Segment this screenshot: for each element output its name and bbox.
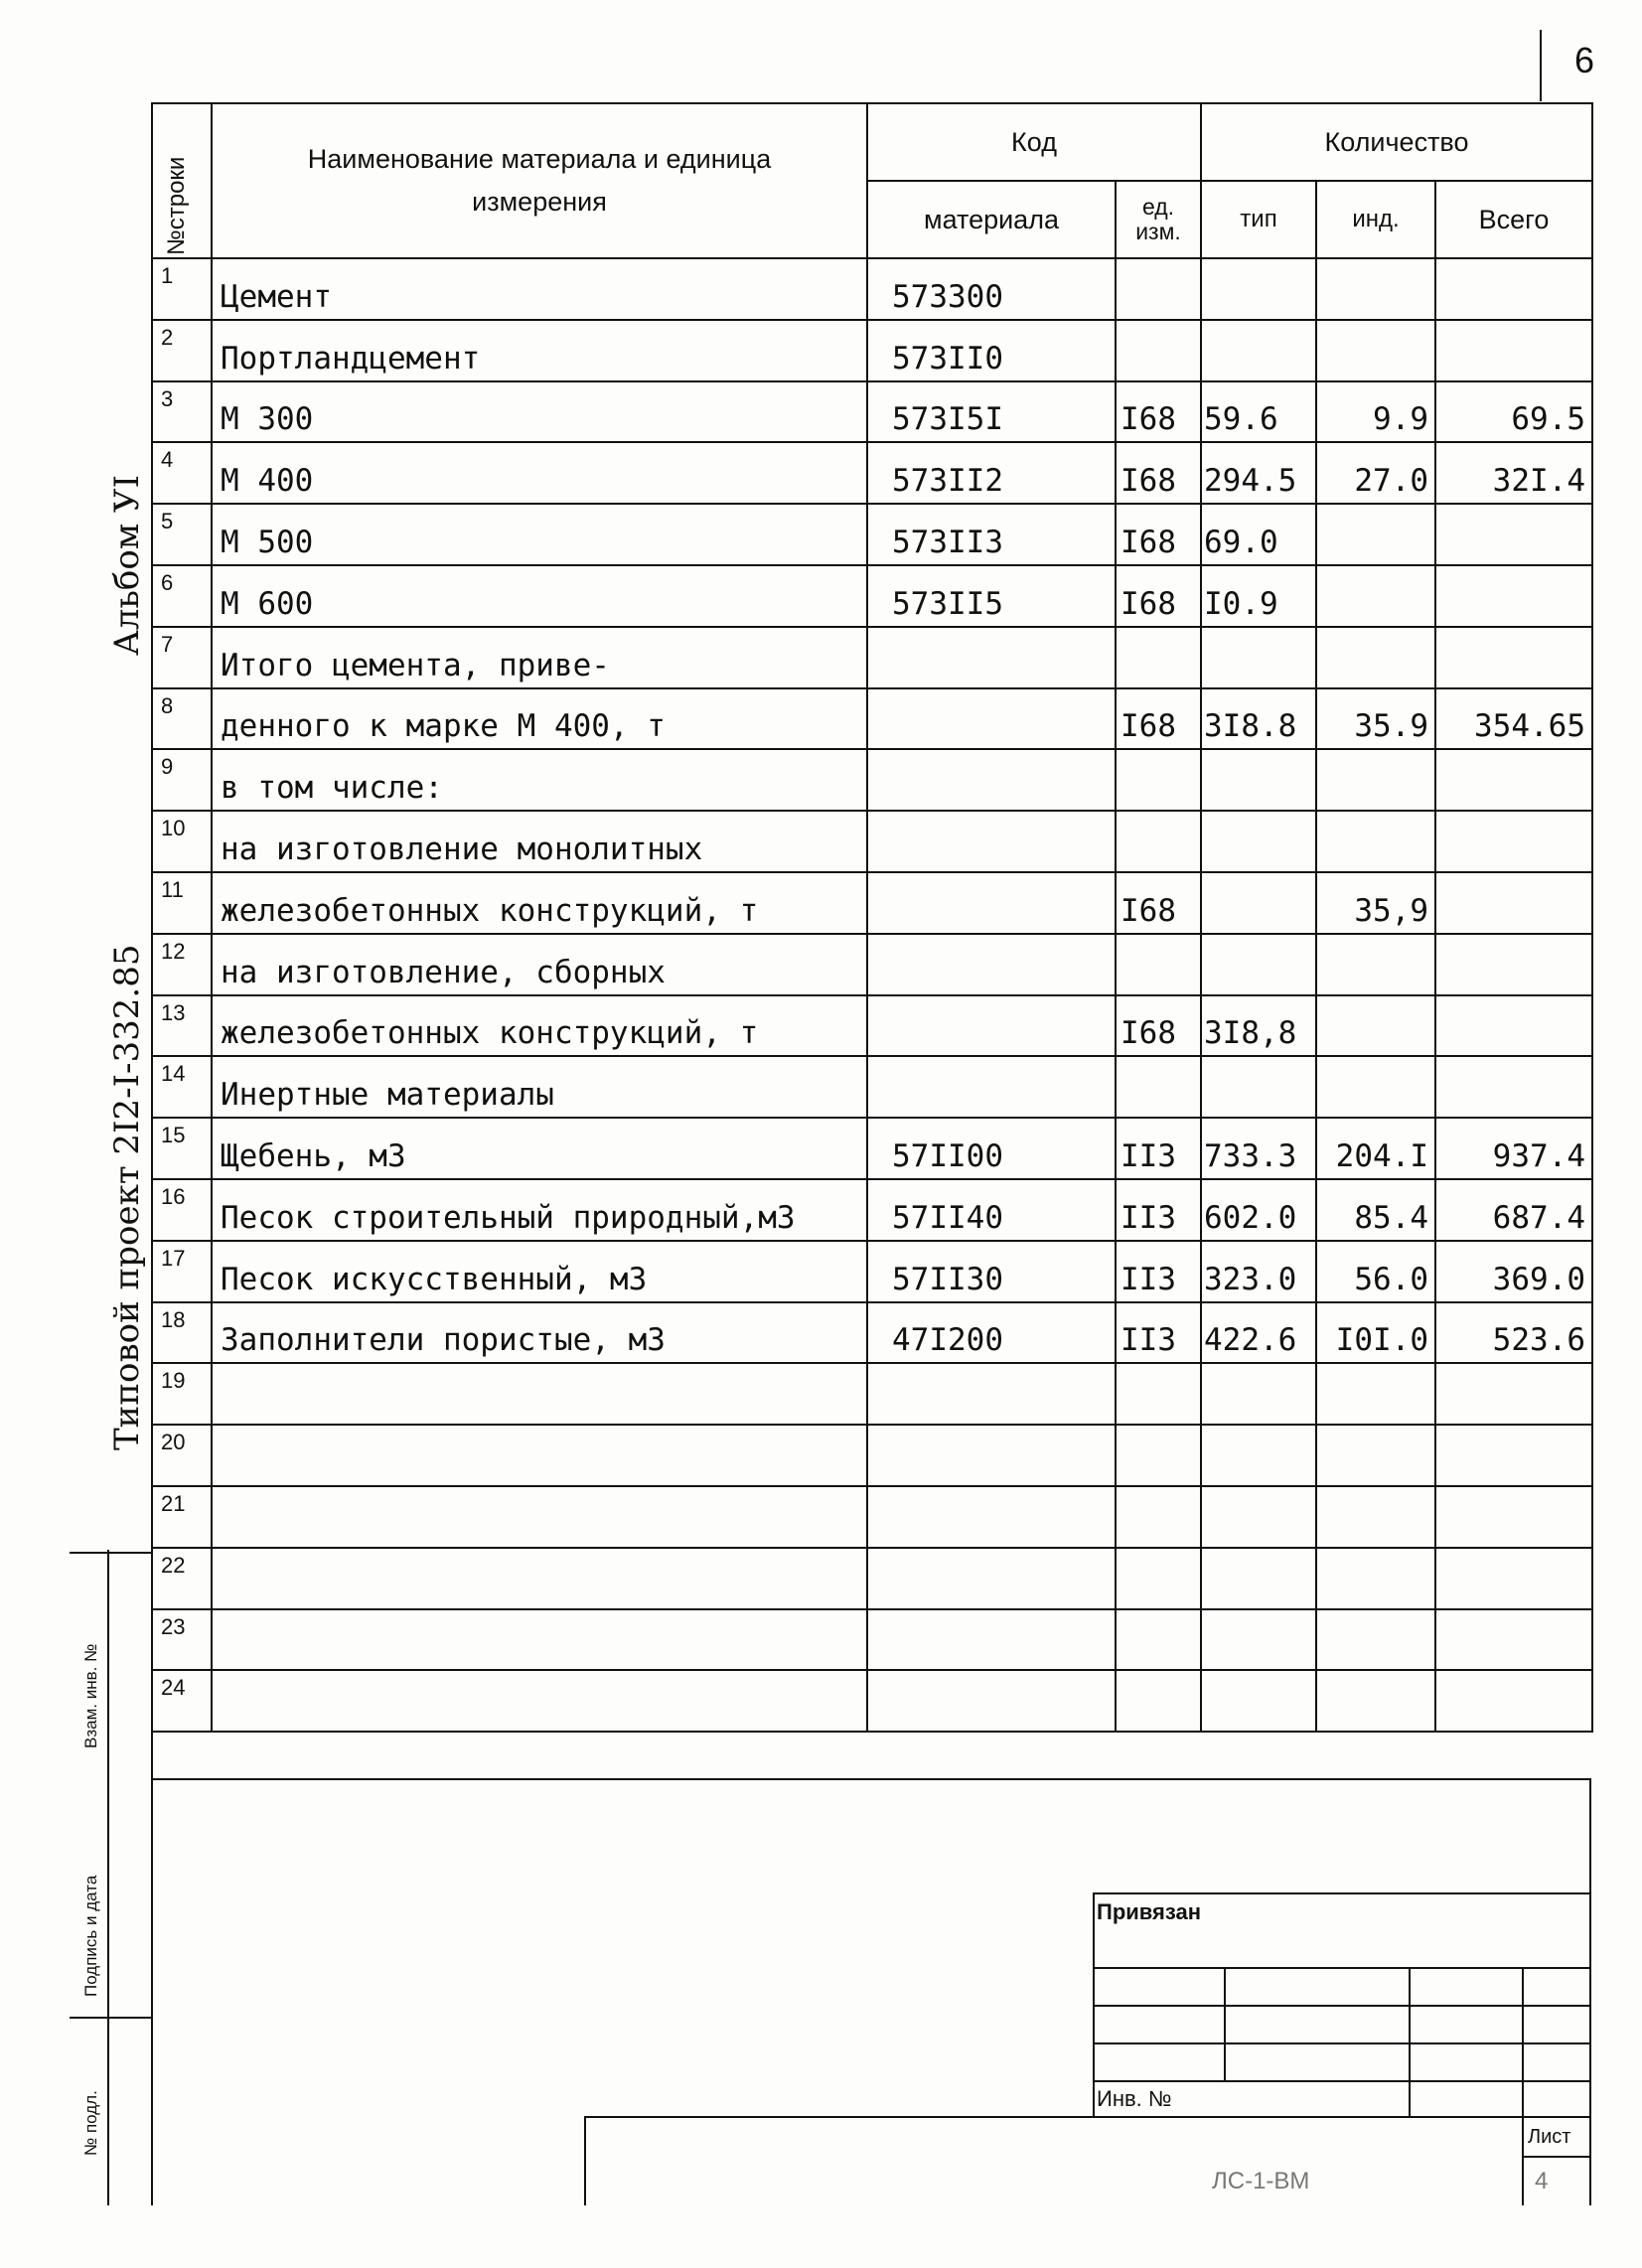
- table-row: [152, 1609, 1592, 1671]
- table-row: [152, 1425, 1592, 1486]
- row-number-cell: 23: [152, 1609, 212, 1671]
- material-code-cell: 57II40: [867, 1179, 1116, 1241]
- table-row: [152, 381, 1592, 443]
- unit-header: ед. изм.: [1116, 181, 1201, 258]
- material-name-cell: Цемент: [212, 258, 867, 320]
- qty-ind-cell: [1316, 320, 1435, 381]
- qty-ind-cell: [1316, 1548, 1435, 1609]
- qty-total-cell: [1435, 872, 1592, 934]
- stamp-vertical-1: Взам. инв. №: [81, 1643, 100, 1748]
- unit-code-cell: I68: [1116, 995, 1201, 1057]
- qty-tip-cell: [1201, 1425, 1316, 1486]
- unit-code-cell: [1116, 1363, 1201, 1425]
- qty-tip-cell: 323.0: [1201, 1241, 1316, 1302]
- qty-total-cell: [1435, 811, 1592, 872]
- qty-total-cell: 687.4: [1435, 1179, 1592, 1241]
- quantity-header: Количество: [1201, 103, 1592, 181]
- table-row: [152, 1363, 1592, 1425]
- unit-code-cell: I68: [1116, 565, 1201, 627]
- unit-code-cell: II3: [1116, 1241, 1201, 1302]
- qty-tip-cell: I0.9: [1201, 565, 1316, 627]
- project-label: Типовой проект 2I2-I-332.85: [107, 944, 147, 1450]
- row-number-cell: 8: [152, 688, 212, 750]
- qty-tip-cell: [1201, 627, 1316, 688]
- table-row: [152, 1118, 1592, 1179]
- qty-total-cell: [1435, 1548, 1592, 1609]
- stamp-vertical-2: Подпись и дата: [81, 1875, 100, 1997]
- qty-ind-cell: [1316, 1425, 1435, 1486]
- row-number-cell: 2: [152, 320, 212, 381]
- material-name-cell: на изготовление, сборных: [212, 934, 867, 995]
- qty-total-cell: [1435, 995, 1592, 1057]
- row-number-cell: 1: [152, 258, 212, 320]
- qty-total-cell: [1435, 749, 1592, 811]
- sheet-number: 4: [1535, 2168, 1549, 2194]
- qty-total-cell: 354.65: [1435, 688, 1592, 750]
- materials-table: [151, 102, 1593, 1733]
- row-number-cell: 3: [152, 381, 212, 443]
- qty-ind-cell: I0I.0: [1316, 1302, 1435, 1364]
- row-number-cell: 16: [152, 1179, 212, 1241]
- material-name-cell: Песок искусственный, м3: [212, 1241, 867, 1302]
- material-name-cell: [212, 1670, 867, 1732]
- row-number-cell: 10: [152, 811, 212, 872]
- qty-tip-cell: [1201, 934, 1316, 995]
- table-row: [152, 1302, 1592, 1364]
- unit-code-cell: [1116, 1609, 1201, 1671]
- qty-total-cell: [1435, 1363, 1592, 1425]
- unit-code-cell: [1116, 934, 1201, 995]
- material-name-cell: Инертные материалы: [212, 1056, 867, 1118]
- material-name-cell: Песок строительный природный,м3: [212, 1179, 867, 1241]
- qty-tip-cell: [1201, 1609, 1316, 1671]
- material-code-cell: [867, 811, 1116, 872]
- qty-total-cell: [1435, 320, 1592, 381]
- material-code-cell: 573II2: [867, 442, 1116, 504]
- material-name-cell: М 500: [212, 504, 867, 565]
- qty-tip-cell: [1201, 1548, 1316, 1609]
- table-row: [152, 1056, 1592, 1118]
- row-number-header: №строки: [152, 103, 212, 258]
- ind-header: инд.: [1316, 181, 1435, 258]
- row-number-cell: 6: [152, 565, 212, 627]
- qty-total-cell: 523.6: [1435, 1302, 1592, 1364]
- qty-ind-cell: [1316, 1670, 1435, 1732]
- material-name-cell: [212, 1548, 867, 1609]
- table-row: [152, 1486, 1592, 1548]
- unit-code-cell: II3: [1116, 1179, 1201, 1241]
- qty-ind-cell: [1316, 934, 1435, 995]
- material-code-cell: [867, 995, 1116, 1057]
- material-name-cell: М 300: [212, 381, 867, 443]
- qty-ind-cell: [1316, 1486, 1435, 1548]
- unit-code-cell: I68: [1116, 688, 1201, 750]
- material-name-cell: М 400: [212, 442, 867, 504]
- qty-total-cell: [1435, 1425, 1592, 1486]
- material-code-cell: 57II00: [867, 1118, 1116, 1179]
- row-number-cell: 7: [152, 627, 212, 688]
- qty-ind-cell: [1316, 995, 1435, 1057]
- unit-code-cell: [1116, 258, 1201, 320]
- material-code-cell: 573I5I: [867, 381, 1116, 443]
- code-header: Код: [867, 103, 1201, 181]
- qty-total-cell: 32I.4: [1435, 442, 1592, 504]
- table-row: [152, 627, 1592, 688]
- material-name-cell: [212, 1486, 867, 1548]
- qty-tip-cell: [1201, 749, 1316, 811]
- linked-label: Привязан: [1097, 1899, 1202, 1924]
- table-row: [152, 258, 1592, 320]
- row-number-cell: 13: [152, 995, 212, 1057]
- qty-total-cell: [1435, 1609, 1592, 1671]
- qty-ind-cell: 35.9: [1316, 688, 1435, 750]
- qty-tip-cell: [1201, 811, 1316, 872]
- material-name-cell: Заполнители пористые, м3: [212, 1302, 867, 1364]
- table-row: [152, 995, 1592, 1057]
- material-code-cell: 47I200: [867, 1302, 1116, 1364]
- qty-tip-cell: [1201, 1670, 1316, 1732]
- material-name-cell: Портландцемент: [212, 320, 867, 381]
- unit-code-cell: II3: [1116, 1118, 1201, 1179]
- table-row: [152, 504, 1592, 565]
- unit-code-cell: [1116, 1548, 1201, 1609]
- unit-code-cell: I68: [1116, 504, 1201, 565]
- material-name-cell: Итого цемента, приве-: [212, 627, 867, 688]
- material-code-cell: [867, 934, 1116, 995]
- qty-ind-cell: [1316, 1363, 1435, 1425]
- qty-total-cell: [1435, 565, 1592, 627]
- material-name-cell: на изготовление монолитных: [212, 811, 867, 872]
- qty-tip-cell: 3I8.8: [1201, 688, 1316, 750]
- material-code-cell: [867, 749, 1116, 811]
- row-number-cell: 11: [152, 872, 212, 934]
- tip-header: тип: [1201, 181, 1316, 258]
- qty-ind-cell: 9.9: [1316, 381, 1435, 443]
- row-number-cell: 9: [152, 749, 212, 811]
- material-code-cell: 573II0: [867, 320, 1116, 381]
- row-number-cell: 12: [152, 934, 212, 995]
- qty-total-cell: [1435, 1056, 1592, 1118]
- qty-total-cell: [1435, 258, 1592, 320]
- table-row: [152, 442, 1592, 504]
- table-row: [152, 1670, 1592, 1732]
- table-row: [152, 1241, 1592, 1302]
- qty-tip-cell: 294.5: [1201, 442, 1316, 504]
- row-number-cell: 5: [152, 504, 212, 565]
- table-row: [152, 320, 1592, 381]
- unit-code-cell: I68: [1116, 381, 1201, 443]
- row-number-cell: 21: [152, 1486, 212, 1548]
- unit-code-cell: II3: [1116, 1302, 1201, 1364]
- material-code-cell: 573300: [867, 258, 1116, 320]
- material-code-cell: [867, 627, 1116, 688]
- row-number-cell: 4: [152, 442, 212, 504]
- material-code-cell: [867, 1548, 1116, 1609]
- qty-ind-cell: [1316, 504, 1435, 565]
- row-number-cell: 14: [152, 1056, 212, 1118]
- material-name-cell: [212, 1363, 867, 1425]
- material-name-cell: М 600: [212, 565, 867, 627]
- qty-ind-cell: [1316, 258, 1435, 320]
- qty-ind-cell: 27.0: [1316, 442, 1435, 504]
- unit-code-cell: [1116, 749, 1201, 811]
- row-number-cell: 18: [152, 1302, 212, 1364]
- qty-tip-cell: [1201, 1056, 1316, 1118]
- unit-code-cell: I68: [1116, 442, 1201, 504]
- qty-tip-cell: 422.6: [1201, 1302, 1316, 1364]
- unit-code-cell: [1116, 1486, 1201, 1548]
- row-number-cell: 22: [152, 1548, 212, 1609]
- row-number-cell: 17: [152, 1241, 212, 1302]
- qty-tip-cell: 3I8,8: [1201, 995, 1316, 1057]
- stamp-vertical-3: № подл.: [81, 2090, 100, 2156]
- material-code-cell: 57II30: [867, 1241, 1116, 1302]
- total-header: Всего: [1435, 181, 1592, 258]
- qty-total-cell: [1435, 504, 1592, 565]
- qty-ind-cell: [1316, 565, 1435, 627]
- document-code: ЛС-1-ВМ: [1212, 2168, 1310, 2194]
- material-name-cell: денного к марке М 400, т: [212, 688, 867, 750]
- table-row: [152, 934, 1592, 995]
- qty-ind-cell: [1316, 1609, 1435, 1671]
- qty-ind-cell: [1316, 811, 1435, 872]
- qty-ind-cell: 56.0: [1316, 1241, 1435, 1302]
- qty-tip-cell: 602.0: [1201, 1179, 1316, 1241]
- qty-tip-cell: [1201, 258, 1316, 320]
- qty-total-cell: 937.4: [1435, 1118, 1592, 1179]
- qty-tip-cell: [1201, 1486, 1316, 1548]
- table-row: [152, 872, 1592, 934]
- material-code-cell: [867, 1425, 1116, 1486]
- material-code-cell: [867, 1363, 1116, 1425]
- unit-code-cell: [1116, 320, 1201, 381]
- table-row: [152, 688, 1592, 750]
- material-code-cell: [867, 872, 1116, 934]
- qty-tip-cell: 733.3: [1201, 1118, 1316, 1179]
- qty-total-cell: [1435, 1670, 1592, 1732]
- row-number-cell: 20: [152, 1425, 212, 1486]
- qty-tip-cell: 69.0: [1201, 504, 1316, 565]
- table-row: [152, 811, 1592, 872]
- material-code-cell: [867, 1670, 1116, 1732]
- material-name-cell: железобетонных конструкций, т: [212, 995, 867, 1057]
- table-row: [152, 565, 1592, 627]
- qty-ind-cell: [1316, 749, 1435, 811]
- qty-total-cell: 69.5: [1435, 381, 1592, 443]
- material-name-cell: Щебень, м3: [212, 1118, 867, 1179]
- material-code-cell: [867, 688, 1116, 750]
- qty-total-cell: [1435, 627, 1592, 688]
- qty-total-cell: 369.0: [1435, 1241, 1592, 1302]
- material-name-cell: в том числе:: [212, 749, 867, 811]
- qty-ind-cell: 85.4: [1316, 1179, 1435, 1241]
- qty-tip-cell: [1201, 872, 1316, 934]
- qty-tip-cell: 59.6: [1201, 381, 1316, 443]
- material-code-cell: 573II3: [867, 504, 1116, 565]
- unit-code-cell: I68: [1116, 872, 1201, 934]
- qty-ind-cell: [1316, 627, 1435, 688]
- material-code-cell: [867, 1486, 1116, 1548]
- sheet-label: Лист: [1528, 2126, 1571, 2148]
- unit-code-cell: [1116, 1670, 1201, 1732]
- row-number-cell: 24: [152, 1670, 212, 1732]
- qty-total-cell: [1435, 1486, 1592, 1548]
- unit-code-cell: [1116, 627, 1201, 688]
- unit-code-cell: [1116, 811, 1201, 872]
- qty-tip-cell: [1201, 1363, 1316, 1425]
- row-number-cell: 15: [152, 1118, 212, 1179]
- table-row: [152, 749, 1592, 811]
- qty-tip-cell: [1201, 320, 1316, 381]
- material-name-cell: [212, 1609, 867, 1671]
- page-number: 6: [1574, 40, 1595, 80]
- material-code-cell: [867, 1609, 1116, 1671]
- qty-ind-cell: [1316, 1056, 1435, 1118]
- qty-ind-cell: 204.I: [1316, 1118, 1435, 1179]
- material-name-cell: железобетонных конструкций, т: [212, 872, 867, 934]
- unit-code-cell: [1116, 1056, 1201, 1118]
- qty-total-cell: [1435, 934, 1592, 995]
- material-code-header: материала: [867, 181, 1116, 258]
- unit-code-cell: [1116, 1425, 1201, 1486]
- material-code-cell: [867, 1056, 1116, 1118]
- inv-no-label: Инв. №: [1097, 2086, 1172, 2111]
- qty-ind-cell: 35,9: [1316, 872, 1435, 934]
- row-number-cell: 19: [152, 1363, 212, 1425]
- material-code-cell: 573II5: [867, 565, 1116, 627]
- table-row: [152, 1548, 1592, 1609]
- table-row: [152, 1179, 1592, 1241]
- table-body: [152, 258, 1592, 1732]
- name-header: Наименование материала и единица измерения: [212, 103, 867, 258]
- album-label: Альбом УI: [107, 474, 147, 656]
- material-name-cell: [212, 1425, 867, 1486]
